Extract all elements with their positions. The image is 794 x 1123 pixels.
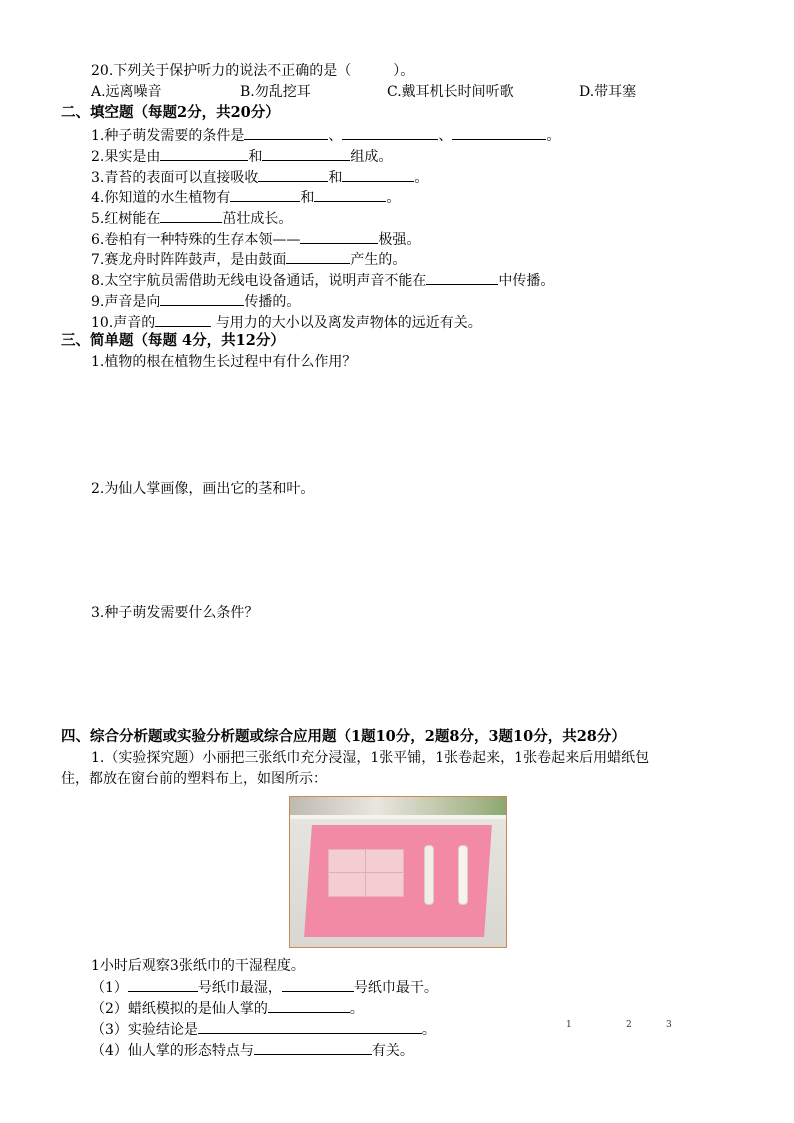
q20-option-b: B.勿乱挖耳 — [240, 84, 311, 100]
experiment-photo — [289, 796, 507, 948]
fill-item-9: 9.声音是向 传播的。 — [91, 290, 300, 310]
rolled-paper-towel — [424, 845, 434, 905]
short-q2: 2.为仙人掌画像，画出它的茎和叶。 — [91, 481, 315, 497]
section2-heading: 二、填空题（每题2分，共20分） — [61, 104, 280, 121]
short-q1: 1.植物的根在植物生长过程中有什么作用？ — [91, 354, 357, 370]
experiment-sub3: （3）实验结论是 。 — [91, 1018, 436, 1038]
fill-item-4: 4.你知道的水生植物有 和 。 — [91, 186, 400, 206]
q20-option-a: A.远离噪音 — [91, 84, 162, 100]
q20-stem: 20.下列关于保护听力的说法不正确的是（ ）。 — [91, 63, 415, 79]
experiment-observe: 1小时后观察3张纸巾的干湿程度。 — [91, 958, 305, 974]
q20-option-d: D.带耳塞 — [579, 84, 637, 100]
fill-item-10: 10.声音的 与用力的大小以及离发声物体的远近有关。 — [91, 311, 482, 331]
q20-option-c: C.戴耳机长时间听歌 — [387, 84, 514, 100]
fill-item-5: 5.红树能在 茁壮成长。 — [91, 207, 292, 227]
experiment-sub4: （4）仙人掌的形态特点与 有关。 — [91, 1039, 414, 1059]
fill-item-8: 8.太空宇航员需借助无线电设备通话，说明声音不能在 中传播。 — [91, 269, 554, 289]
ghost-mark-3: 3 — [666, 1020, 672, 1030]
short-q3: 3.种子萌发需要什么条件？ — [91, 605, 259, 621]
experiment-sub1: （1） 号纸巾最湿， 号纸巾最干。 — [91, 976, 438, 996]
fill-item-3: 3.青苔的表面可以直接吸收 和 。 — [91, 166, 428, 186]
fill-item-1: 1.种子萌发需要的条件是 、 、 。 — [91, 124, 560, 144]
experiment-sub2: （2）蜡纸模拟的是仙人掌的 。 — [91, 997, 364, 1017]
section4-heading: 四、综合分析题或实验分析题或综合应用题（1题10分，2题8分，3题10分，共28分） — [61, 728, 626, 745]
fill-item-6: 6.卷柏有一种特殊的生存本领—— 极强。 — [91, 228, 420, 248]
ghost-mark-1: 1 — [566, 1020, 572, 1030]
section3-heading: 三、简单题（每题 4分，共12分） — [61, 332, 285, 349]
wax-wrapped-paper-towel — [458, 845, 468, 905]
fill-item-7: 7.赛龙舟时阵阵鼓声，是由鼓面 产生的。 — [91, 248, 406, 268]
experiment-intro-line2: 住，都放在窗台前的塑料布上，如图所示： — [61, 771, 327, 787]
flat-paper-towel — [328, 849, 404, 897]
ghost-mark-2: 2 — [626, 1020, 632, 1030]
fill-item-2: 2.果实是由 和 组成。 — [91, 145, 392, 165]
experiment-intro-line1: 1.（实验探究题）小丽把三张纸巾充分浸湿，1张平铺，1张卷起来，1张卷起来后用蜡纸包 — [91, 750, 650, 766]
